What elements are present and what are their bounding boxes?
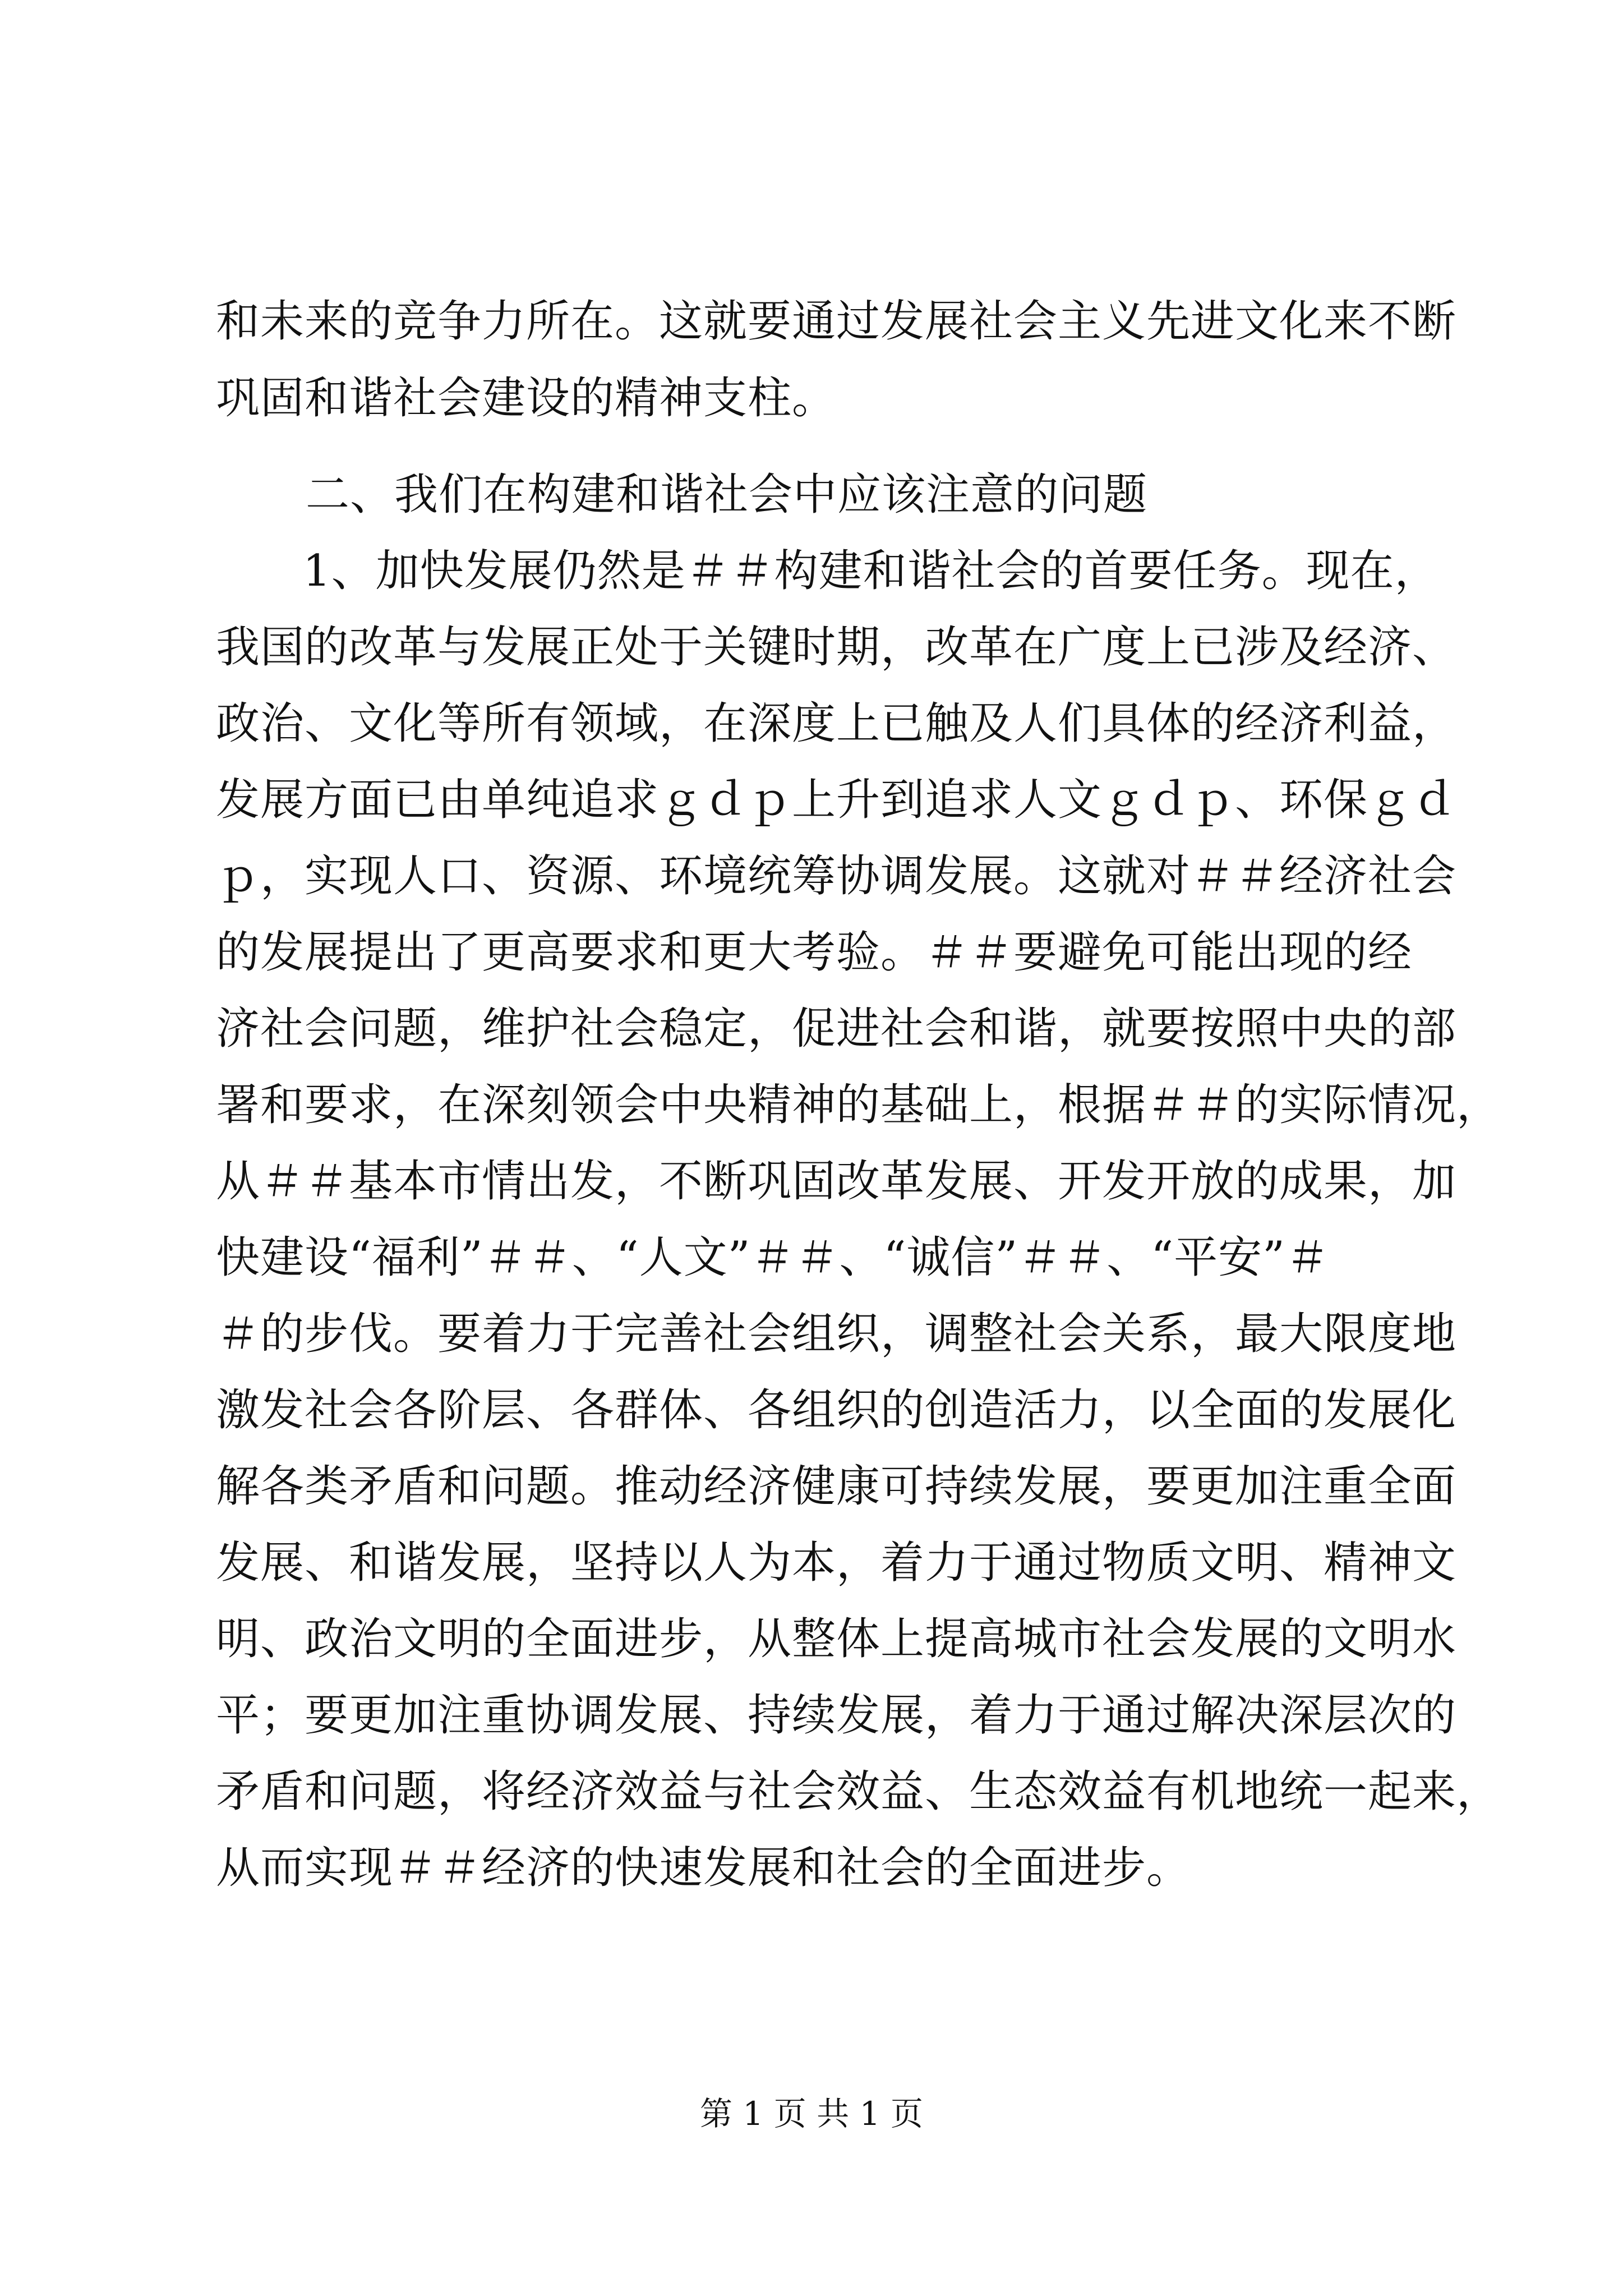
body-text-line: 矛盾和问题，将经济效益与社会效益、生态效益有机地统一起来，: [216, 1766, 1501, 1817]
body-text-line: 平；要更加注重协调发展、持续发展，着力于通过解决深层次的: [216, 1690, 1457, 1741]
body-text-line: ｐ，实现人口、资源、环境统筹协调发展。这就对＃＃经济社会: [216, 851, 1457, 901]
section-heading: 二、我们在构建和谐社会中应该注意的问题: [306, 470, 1148, 520]
body-text-line: 解各类矛盾和问题。推动经济健康可持续发展，要更加注重全面: [216, 1461, 1457, 1512]
body-text-line: 政治、文化等所有领域，在深度上已触及人们具体的经济利益，: [216, 698, 1457, 749]
body-text-line: 明、政治文明的全面进步，从整体上提高城市社会发展的文明水: [216, 1614, 1457, 1664]
body-text-line: 我国的改革与发展正处于关键时期，改革在广度上已涉及经济、: [216, 622, 1457, 673]
body-text-line: ＃的步伐。要着力于完善社会组织，调整社会关系，最大限度地: [216, 1309, 1457, 1359]
body-text-line: 从而实现＃＃经济的快速发展和社会的全面进步。: [216, 1843, 1191, 1893]
body-text-line: 快建设“福利”＃＃、“人文”＃＃、“诚信”＃＃、“平安”＃: [216, 1232, 1330, 1283]
body-text-line: 发展方面已由单纯追求ｇｄｐ上升到追求人文ｇｄｐ、环保ｇｄ: [216, 775, 1457, 825]
body-text-line: 巩固和谐社会建设的精神支柱。: [216, 373, 837, 424]
body-text-line: 和未来的竞争力所在。这就要通过发展社会主义先进文化来不断: [216, 296, 1457, 347]
body-text-line: 激发社会各阶层、各群体、各组织的创造活力，以全面的发展化: [216, 1385, 1457, 1435]
body-text-line: 发展、和谐发展，坚持以人为本，着力于通过物质文明、精神文: [216, 1538, 1457, 1588]
paragraph-first-line: 1、加快发展仍然是＃＃构建和谐社会的首要任务。现在，: [303, 546, 1439, 596]
page-footer: 第 1 页 共 1 页: [700, 2095, 923, 2133]
body-text-line: 署和要求，在深刻领会中央精神的基础上，根据＃＃的实际情况，: [216, 1080, 1501, 1130]
body-text-line: 从＃＃基本市情出发，不断巩固改革发展、开发开放的成果，加: [216, 1156, 1457, 1207]
body-text-line: 的发展提出了更高要求和更大考验。＃＃要避免可能出现的经: [216, 927, 1413, 978]
body-text-line: 济社会问题，维护社会稳定，促进社会和谐，就要按照中央的部: [216, 1004, 1457, 1054]
